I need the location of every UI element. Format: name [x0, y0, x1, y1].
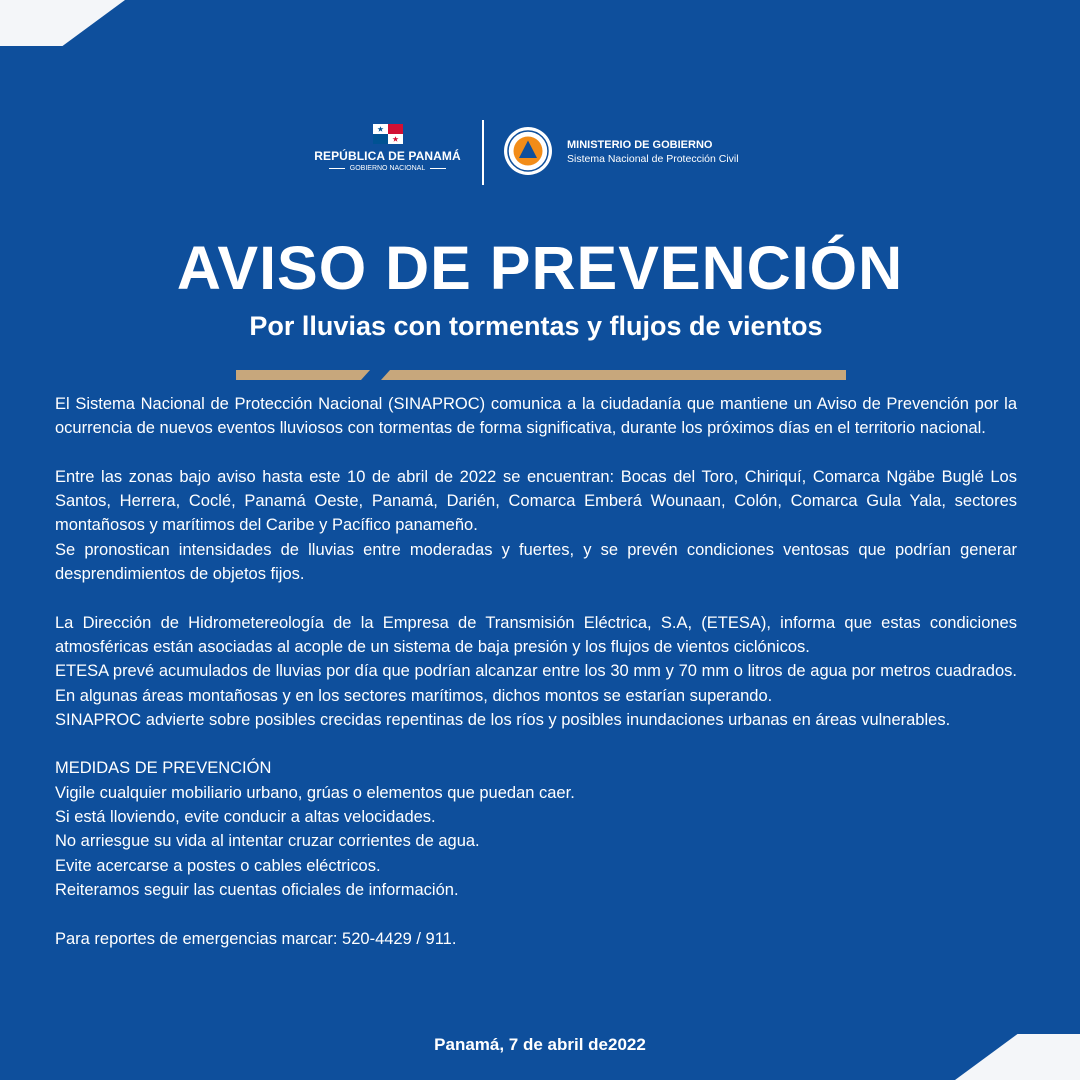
paragraph-forecast: Se pronostican intensidades de lluvias entre moderadas y fuertes, y se prevén condiciones ventosas que podrían generar desprendimientos de objetos fijos.: [55, 540, 1017, 584]
measure-item: Reiteramos seguir las cuentas oficiales de información.: [55, 880, 459, 899]
measure-item: No arriesgue su vida al intentar cruzar corrientes de agua.: [55, 832, 480, 851]
paragraph-rainfall: ETESA prevé acumulados de lluvias por día que podrían alcanzar entre los 30 mm y 70 mm o litros de agua por metros cuadrados. En algunas áreas montañosas y en los sectores marítimos, dichos montos se estarían superando.: [55, 662, 1017, 705]
header-divider: [482, 120, 484, 185]
ministry-logo-text: [567, 139, 739, 165]
header-logos: [0, 118, 1080, 188]
panama-flag-icon: [373, 124, 403, 144]
paragraph-zones: Entre las zonas bajo aviso hasta este 10 de abril de 2022 se encuentran: Bocas del Toro, Chiriquí, Comarca Ngäbe Buglé Los Santos, Herrera, Coclé, Panamá Oeste, Panamá, Darién, Comarca Emberá Wounaan, Colón, Comarca Gula Yala, sectores montañosos y marítimos del Caribe y Pacífico panameño.: [55, 467, 1017, 535]
measure-item: Vigile cualquier mobiliario urbano, grúas o elementos que puedan caer.: [55, 783, 575, 802]
ministry-name: MINISTERIO DE GOBIERNO: [567, 139, 713, 151]
emergency-contact: Para reportes de emergencias marcar: 520-4429 / 911.: [55, 929, 457, 948]
sinaproc-emblem-icon: [503, 126, 553, 176]
announcement-body: [55, 392, 1017, 951]
paragraph-intro: El Sistema Nacional de Protección Nacional (SINAPROC) comunica a la ciudadanía que mantiene un Aviso de Prevención por la ocurrencia de nuevos eventos lluviosos con tormentas de forma significativa, durante los próximos días en el territorio nacional.: [55, 395, 1017, 438]
government-subtitle: GOBIERNO NACIONAL: [305, 165, 470, 172]
accent-divider-bars: [236, 370, 846, 380]
footer-date: Panamá, 7 de abril de2022: [434, 1035, 646, 1054]
corner-decoration-top-left: [0, 0, 125, 46]
ministry-subtitle: Sistema Nacional de Protección Civil: [567, 153, 739, 165]
measures-heading: MEDIDAS DE PREVENCIÓN: [55, 759, 272, 778]
paragraph-etesa: La Dirección de Hidrometereología de la Empresa de Transmisión Eléctrica, S.A, (ETESA), informa que estas condiciones atmosféricas están asociadas al acople de un sistema de baja presión y los flujos de vientos ciclónicos.: [55, 613, 1017, 656]
measure-item: Si está lloviendo, evite conducir a altas velocidades.: [55, 808, 436, 827]
government-name: REPÚBLICA DE PANAMÁ: [314, 149, 461, 163]
page-title: AVISO DE PREVENCIÓN: [176, 234, 904, 302]
paragraph-warning: SINAPROC advierte sobre posibles crecidas repentinas de los ríos y posibles inundaciones urbanas en áreas vulnerables.: [55, 710, 951, 729]
measure-item: Evite acercarse a postes o cables eléctricos.: [55, 856, 381, 875]
government-logo: [305, 124, 470, 172]
page-subtitle: Por lluvias con tormentas y flujos de vientos: [249, 311, 823, 341]
